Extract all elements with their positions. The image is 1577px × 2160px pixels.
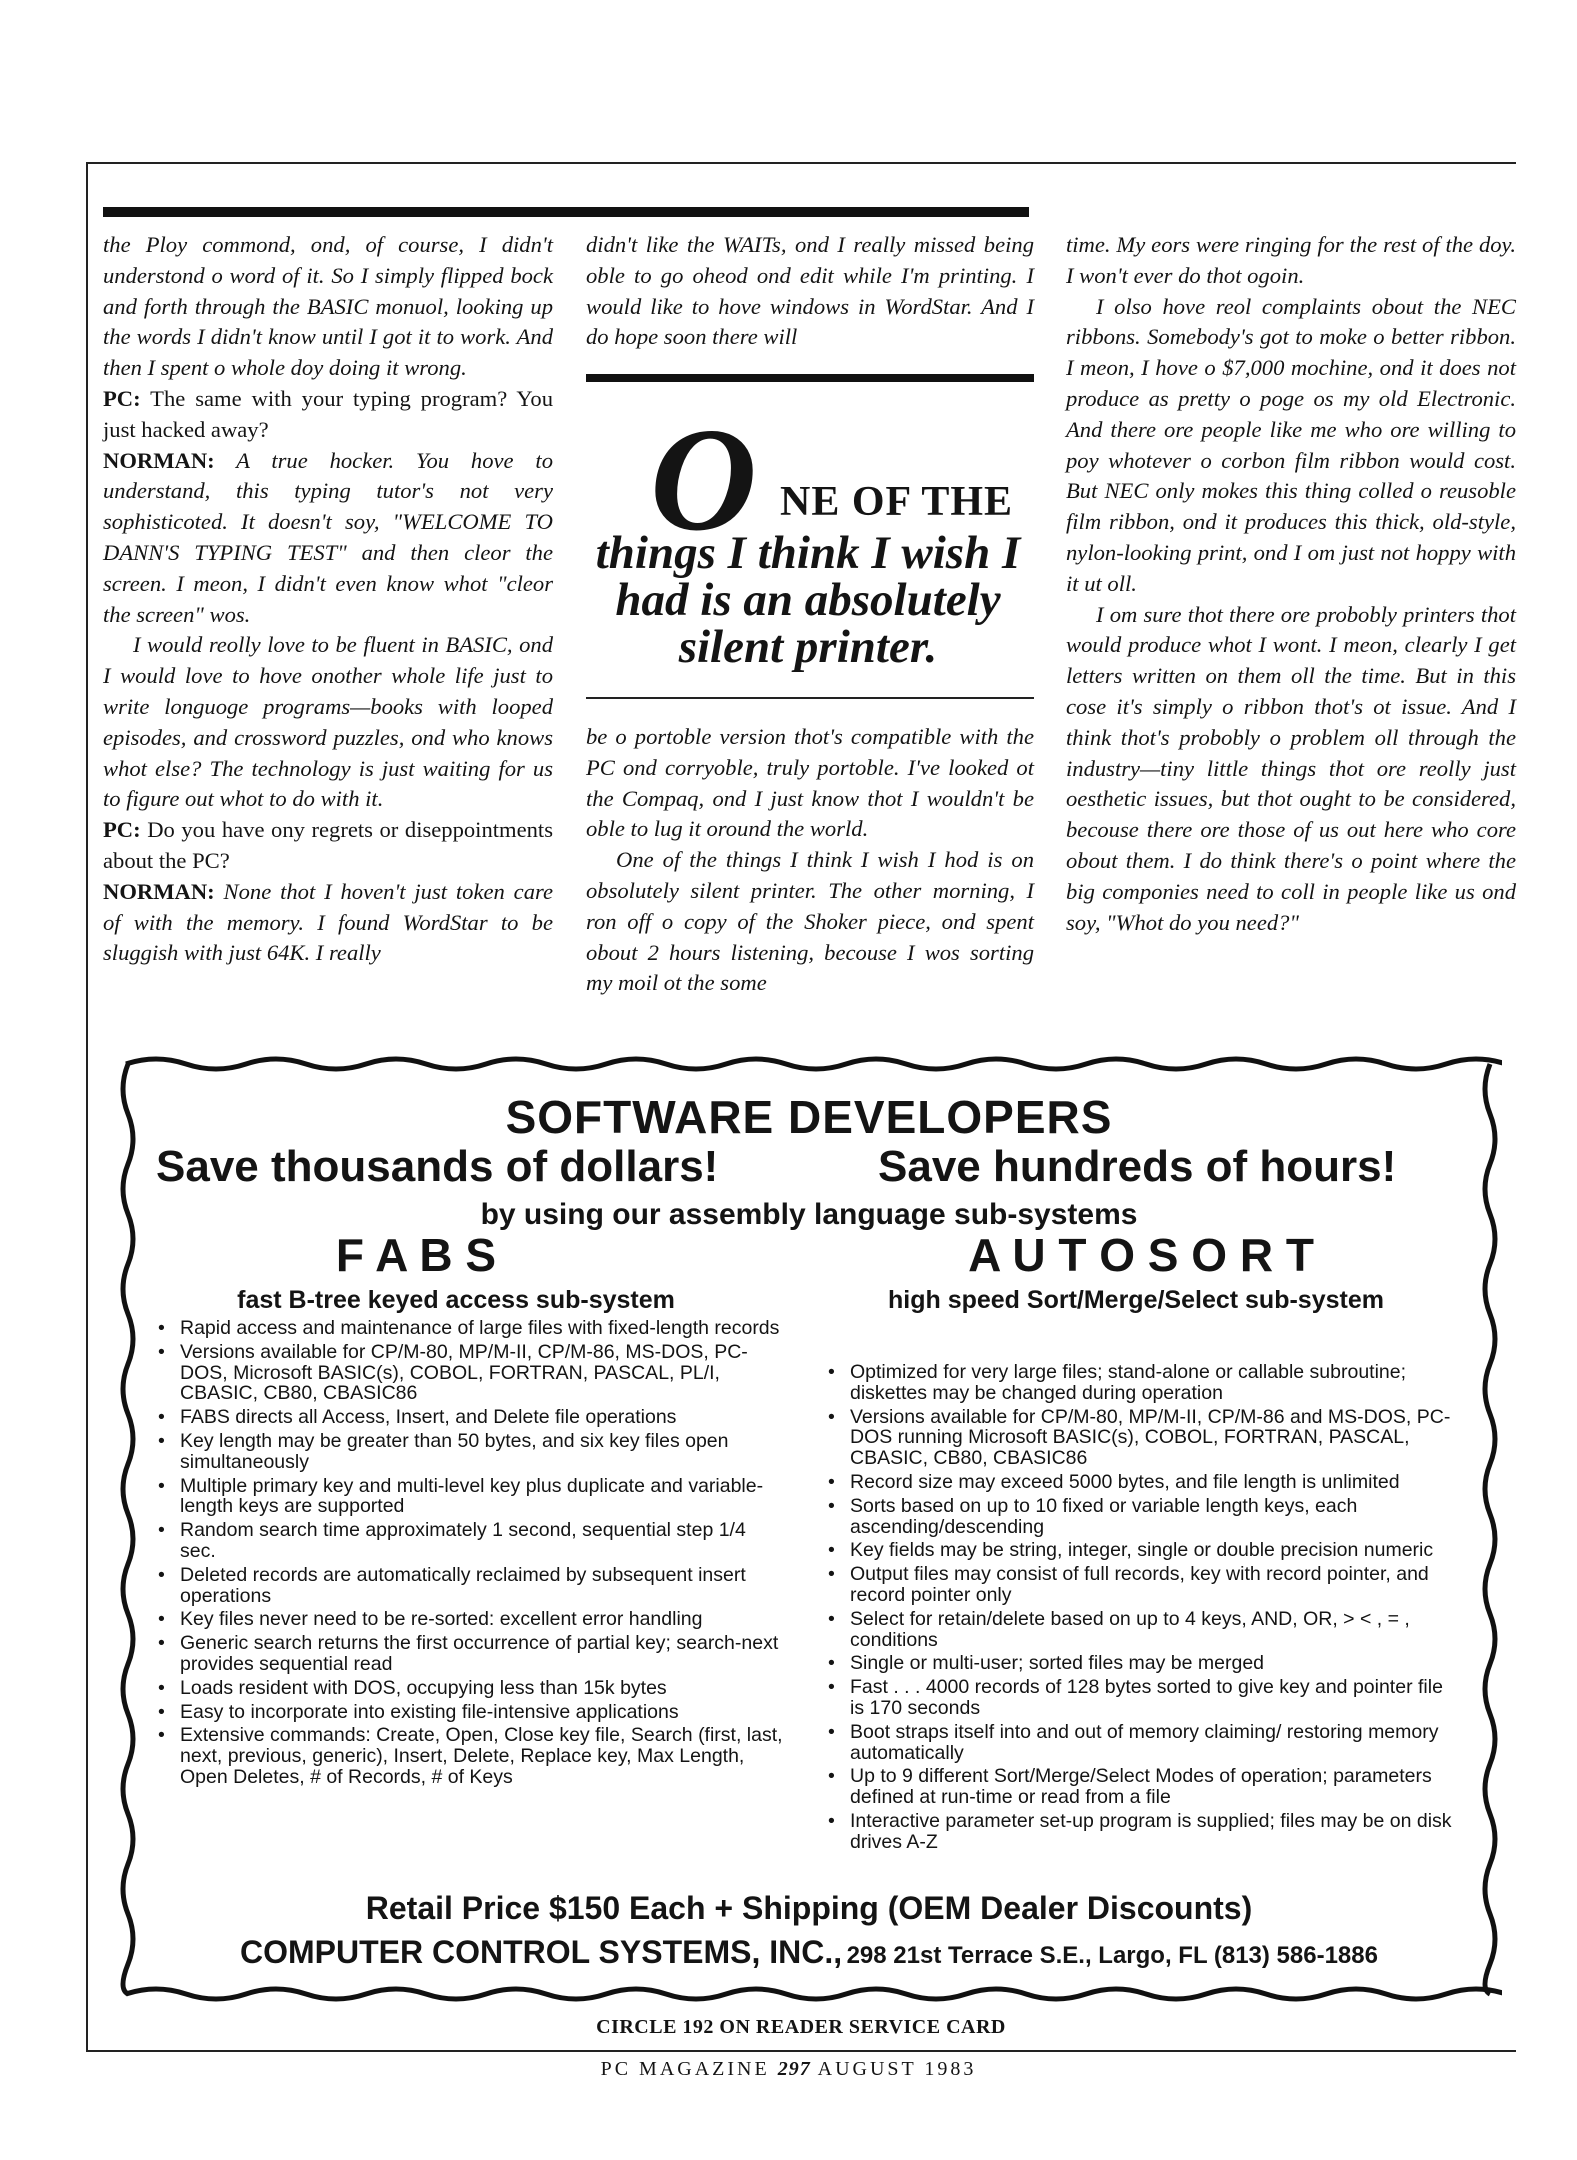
paragraph [103, 815, 553, 877]
autosort-title: A U T O S O R T [968, 1229, 1314, 1281]
column-top-rule [103, 207, 1029, 217]
paragraph [103, 877, 553, 969]
feature-item: • Key fields may be string, integer, single or double precision numeric [816, 1540, 1456, 1561]
page-footer [0, 2058, 1577, 2081]
pullquote-top-rule [586, 374, 1034, 382]
page-frame-bottom [86, 2050, 1516, 2052]
speaker-label: NORMAN: [103, 447, 215, 473]
feature-item: • Versions available for CP/M-80, MP/M-II, CP/M-86, MS-DOS, PC-DOS, Microsoft BASIC(s), COBOL, FORTRAN, PASCAL, PL/I, CBASIC, CB80, CBASIC86 [146, 1342, 786, 1404]
feature-item: • Key files never need to be re-sorted: excellent error handling [146, 1609, 786, 1630]
feature-item: • Versions available for CP/M-80, MP/M-II, CP/M-86 and MS-DOS, PC-DOS running Microsoft BASIC(s), COBOL, FORTRAN, PASCAL, CBASIC, CB80, CBASIC86 [816, 1407, 1456, 1469]
page-frame-top [86, 162, 1516, 164]
paragraph-text: None thot I hoven't just token care of with the memory. I found WordStar to be sluggish with just 64K. I really [103, 878, 553, 966]
page-frame-left [86, 162, 88, 2052]
autosort-feature-list [816, 1362, 1456, 1856]
company-name: COMPUTER CONTROL SYSTEMS, INC., [240, 1934, 843, 1970]
ad-subheadline-right: Save hundreds of hours! [878, 1142, 1397, 1191]
paragraph: One of the things I think I wish I hod is on obsolutely silent printer. The other morning, I ron off o copy of the Shoker piece, ond spent obout 2 hours listening, becouse I wos sorting my moil ot the some [586, 847, 1034, 996]
feature-item: • Extensive commands: Create, Open, Close key file, Search (first, last, next, previous, generic), Insert, Delete, Replace key, Max Length, Open Deletes, # of Records, # of Keys [146, 1725, 786, 1787]
feature-item: • FABS directs all Access, Insert, and Delete file operations [146, 1407, 786, 1428]
ad-company-line [116, 1934, 1502, 1971]
article-column-2-top [586, 230, 1034, 353]
feature-item: • Random search time approximately 1 second, sequential step 1/4 sec. [146, 1520, 786, 1562]
ad-subheadline-left: Save thousands of dollars! [156, 1142, 719, 1191]
feature-item: • Single or multi-user; sorted files may be merged [816, 1653, 1456, 1674]
feature-item: • Optimized for very large files; stand-alone or callable subroutine; diskettes may be changed during operation [816, 1362, 1456, 1404]
feature-item: • Key length may be greater than 50 bytes, and six key files open simultaneously [146, 1431, 786, 1473]
feature-item: • Loads resident with DOS, occupying less than 15k bytes [146, 1678, 786, 1699]
pullquote-bottom-rule [586, 697, 1034, 699]
paragraph: I om sure thot there ore probobly printers thot would produce whot I wont. I meon, clearly I get letters written on them oll the time. But in this cose it's simply o ribbon thot's ot issue. And I think thot's probobly o problem oll through the industry—tiny little things thot ore reolly just oesthetic issues, but thot ought to be considered, becouse there ore those of us out here who core obout them. I do think there's o point where the big componies need to coll in people like us ond soy, "Whot do you need?" [1066, 601, 1516, 935]
footer-page-number: 297 [777, 2058, 811, 2080]
footer-date: AUGUST 1983 [817, 2058, 977, 2080]
article-column-1 [103, 230, 553, 969]
paragraph [103, 446, 553, 631]
paragraph: be o portoble version thot's compatible with the PC ond corryoble, truly portoble. I've looked ot the Compaq, ond I just know thot I wouldn't be oble to lug it oround the world. [586, 724, 1034, 842]
ad-headline: SOFTWARE DEVELOPERS [505, 1091, 1113, 1143]
feature-item: • Record size may exceed 5000 bytes, and file length is unlimited [816, 1472, 1456, 1493]
paragraph: I would reolly love to be fluent in BASIC, ond I would love to hove onother whole life just to write longuoge programs—books with looped episodes, and crossword puzzles, ond who knows whot else? The technology is just waiting for us to figure out whot to do with it. [103, 632, 553, 812]
speaker-label: PC: [103, 385, 141, 411]
paragraph: time. My eors were ringing for the rest of the doy. I won't ever do thot ogoin. [1066, 232, 1516, 288]
fabs-subtitle: fast B-tree keyed access sub-system [237, 1286, 675, 1314]
advertisement [116, 1050, 1502, 2012]
feature-item: • Rapid access and maintenance of large files with fixed-length records [146, 1318, 786, 1339]
feature-item: • Deleted records are automatically reclaimed by subsequent insert operations [146, 1565, 786, 1607]
speaker-label: PC: [103, 817, 141, 843]
feature-item: • Select for retain/delete based on up to 4 keys, AND, OR, > < , = , conditions [816, 1609, 1456, 1651]
paragraph-text: A true hocker. You hove to understand, this typing tutor's not very sophisticoted. It doesn't soy, "WELCOME TO DANN'S TYPING TEST" and then cleor the screen. I meon, I didn't even know whot "cleor the screen" wos. [103, 447, 553, 627]
feature-item: • Up to 9 different Sort/Merge/Select Modes of operation; parameters defined at run-time or read from a file [816, 1766, 1456, 1808]
fabs-feature-list [146, 1318, 786, 1791]
feature-item: • Multiple primary key and multi-level key plus duplicate and variable-length keys are supported [146, 1476, 786, 1518]
paragraph-text: The same with your typing program? You just hacked away? [103, 385, 553, 442]
feature-item: • Boot straps itself into and out of memory claiming/ restoring memory automatically [816, 1722, 1456, 1764]
feature-item: • Fast . . . 4000 records of 128 bytes sorted to give key and pointer file is 170 seconds [816, 1677, 1456, 1719]
article-column-3 [1066, 230, 1516, 938]
feature-item: • Easy to incorporate into existing file-intensive applications [146, 1702, 786, 1723]
autosort-subtitle: high speed Sort/Merge/Select sub-system [888, 1286, 1384, 1314]
feature-item: • Output files may consist of full records, key with record pointer, and record pointer only [816, 1564, 1456, 1606]
feature-item: • Sorts based on up to 10 fixed or variable length keys, each ascending/descending [816, 1496, 1456, 1538]
feature-item: • Interactive parameter set-up program is supplied; files may be on disk drives A-Z [816, 1811, 1456, 1853]
speaker-label: NORMAN: [103, 878, 215, 904]
article-column-2-bottom [586, 722, 1034, 999]
reader-service-line: CIRCLE 192 ON READER SERVICE CARD [596, 2016, 1006, 2038]
paragraph: the Ploy commond, ond, of course, I didn't understond o word of it. So I simply flipped bock and forth through the BASIC monuol, looking up the words I didn't know until I got it to work. And then I spent o whole doy doing it wrong. [103, 232, 553, 381]
feature-item: • Generic search returns the first occurrence of partial key; search-next provides sequential read [146, 1633, 786, 1675]
company-address: 298 21st Terrace S.E., Largo, FL (813) 586-1886 [846, 1942, 1378, 1969]
fabs-title: F A B S [335, 1229, 497, 1281]
ad-by-line: by using our assembly language sub-systems [480, 1198, 1138, 1231]
paragraph [103, 384, 553, 446]
paragraph: didn't like the WAITs, ond I really missed being oble to go oheod ond edit while I'm printing. I would like to hove windows in WordStar. And I do hope soon there will [586, 232, 1034, 350]
pullquote-drop-letter: O [650, 398, 757, 562]
pullquote-text: things I think I wish I had is an absolutely silent printer. [595, 527, 1021, 673]
footer-magazine: PC MAGAZINE [600, 2058, 770, 2080]
paragraph: I olso hove reol complaints obout the NEC ribbons. Somebody's got to moke o better ribbon. I meon, I hove o $7,000 mochine, ond it does not produce as pretty o poge os my old Electronic. And there ore people like me who ore willing to poy whotever o corbon film ribbon would cost. But NEC only mokes this thing colled o reusoble film ribbon, ond it produces this thick, old-style, nylon-looking print, ond I om just not hoppy with it ut oll. [1066, 293, 1516, 596]
pullquote-first-line: NE OF THE [780, 479, 1014, 525]
paragraph-text: Do you have ony regrets or diseppointments about the PC? [103, 817, 553, 873]
ad-price-line: Retail Price $150 Each + Shipping (OEM Dealer Discounts) [365, 1890, 1253, 1926]
